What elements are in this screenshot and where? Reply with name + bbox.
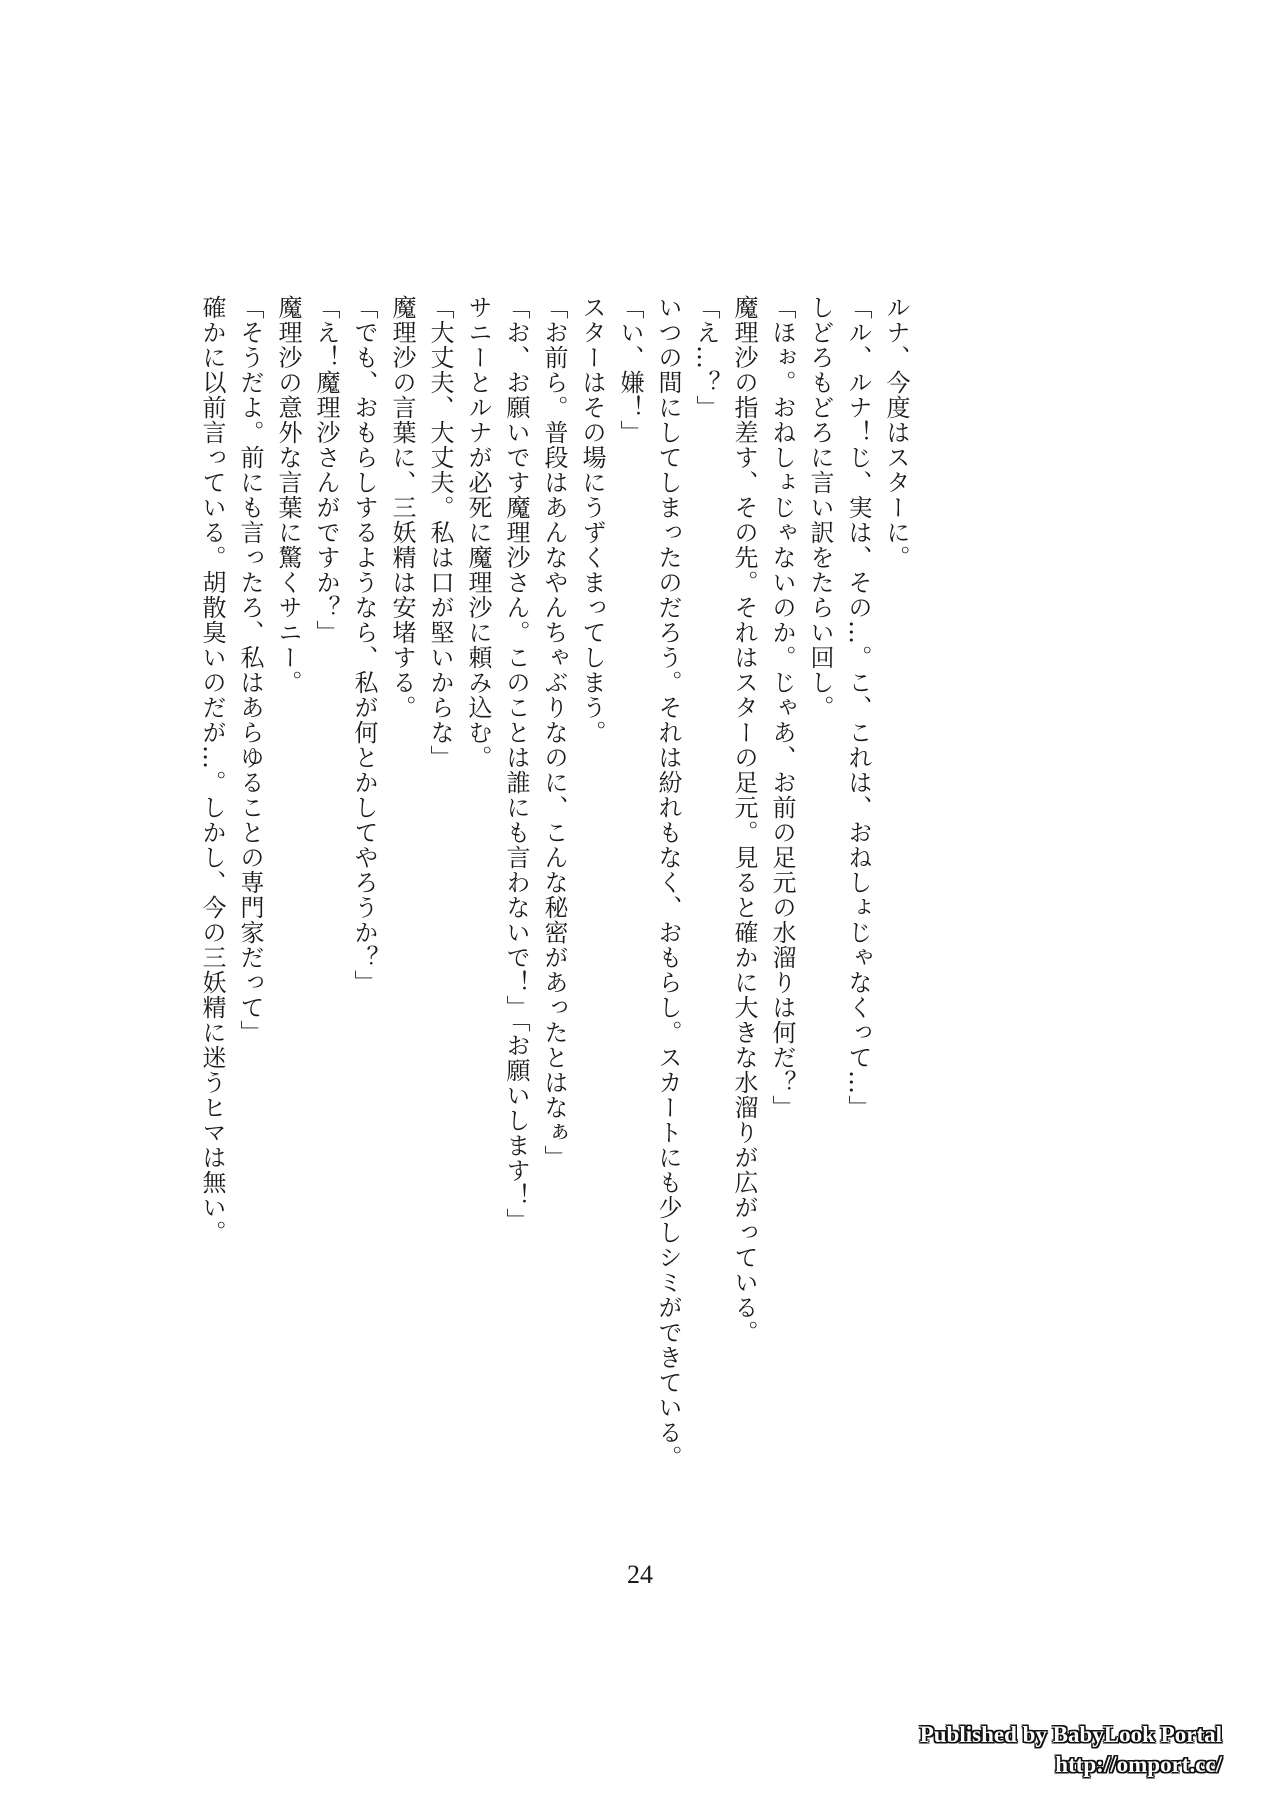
text-line: 「い、嫌！」 [616, 295, 644, 445]
text-line: 魔理沙の意外な言葉に驚くサニー。 [274, 295, 302, 695]
publisher-watermark [920, 1720, 1222, 1780]
text-line: 魔理沙の指差す、その先。それはスターの足元。見ると確かに大きな水溜りが広がっている。 [730, 295, 758, 1345]
text-line: ルナ、今度はスターに。 [882, 295, 910, 570]
text-line: 「でも、おもらしするようなら、私が何とかしてやろうか？」 [350, 295, 378, 995]
publisher-name: Published by BabyLook Portal [919, 1722, 1222, 1747]
text-line: 「そうだよ。前にも言ったろ、私はあらゆることの専門家だって」 [236, 295, 264, 1045]
text-line: いつの間にしてしまったのだろう。それは紛れもなく、おもらし。スカートにも少しシミができている。 [654, 295, 682, 1470]
text-line: 「お、お願いです魔理沙さん。このことは誰にも言わないで！」「お願いします！」 [502, 295, 530, 1233]
text-line: 魔理沙の言葉に、三妖精は安堵する。 [388, 295, 416, 720]
page-number: 24 [627, 1560, 653, 1589]
text-line: 「ほぉ。おねしょじゃないのか。じゃあ、お前の足元の水溜りは何だ？」 [768, 295, 796, 1120]
text-line: 「大丈夫、大丈夫。私は口が堅いからな」 [426, 295, 454, 770]
text-line: スターはその場にうずくまってしまう。 [578, 295, 606, 745]
text-line: サニーとルナが必死に魔理沙に頼み込む。 [464, 295, 492, 770]
publisher-url: http://omport.cc/ [1055, 1752, 1222, 1777]
text-line: 「ル、ルナ！じ、実は、その…。こ、これは、おねしょじゃなくって…」 [844, 295, 872, 1120]
text-line: 「お前ら。普段はあんなやんちゃぶりなのに、こんな秘密があったとはなぁ」 [540, 295, 568, 1170]
text-line: 「え…？」 [692, 295, 720, 420]
vertical-text-body [193, 295, 915, 1470]
text-line: 確かに以前言っている。胡散臭いのだが…。しかし、今の三妖精に迷うヒマは無い。 [198, 295, 226, 1245]
text-line: しどろもどろに言い訳をたらい回し。 [806, 295, 834, 720]
text-line: 「え！魔理沙さんがですか？」 [312, 295, 340, 645]
